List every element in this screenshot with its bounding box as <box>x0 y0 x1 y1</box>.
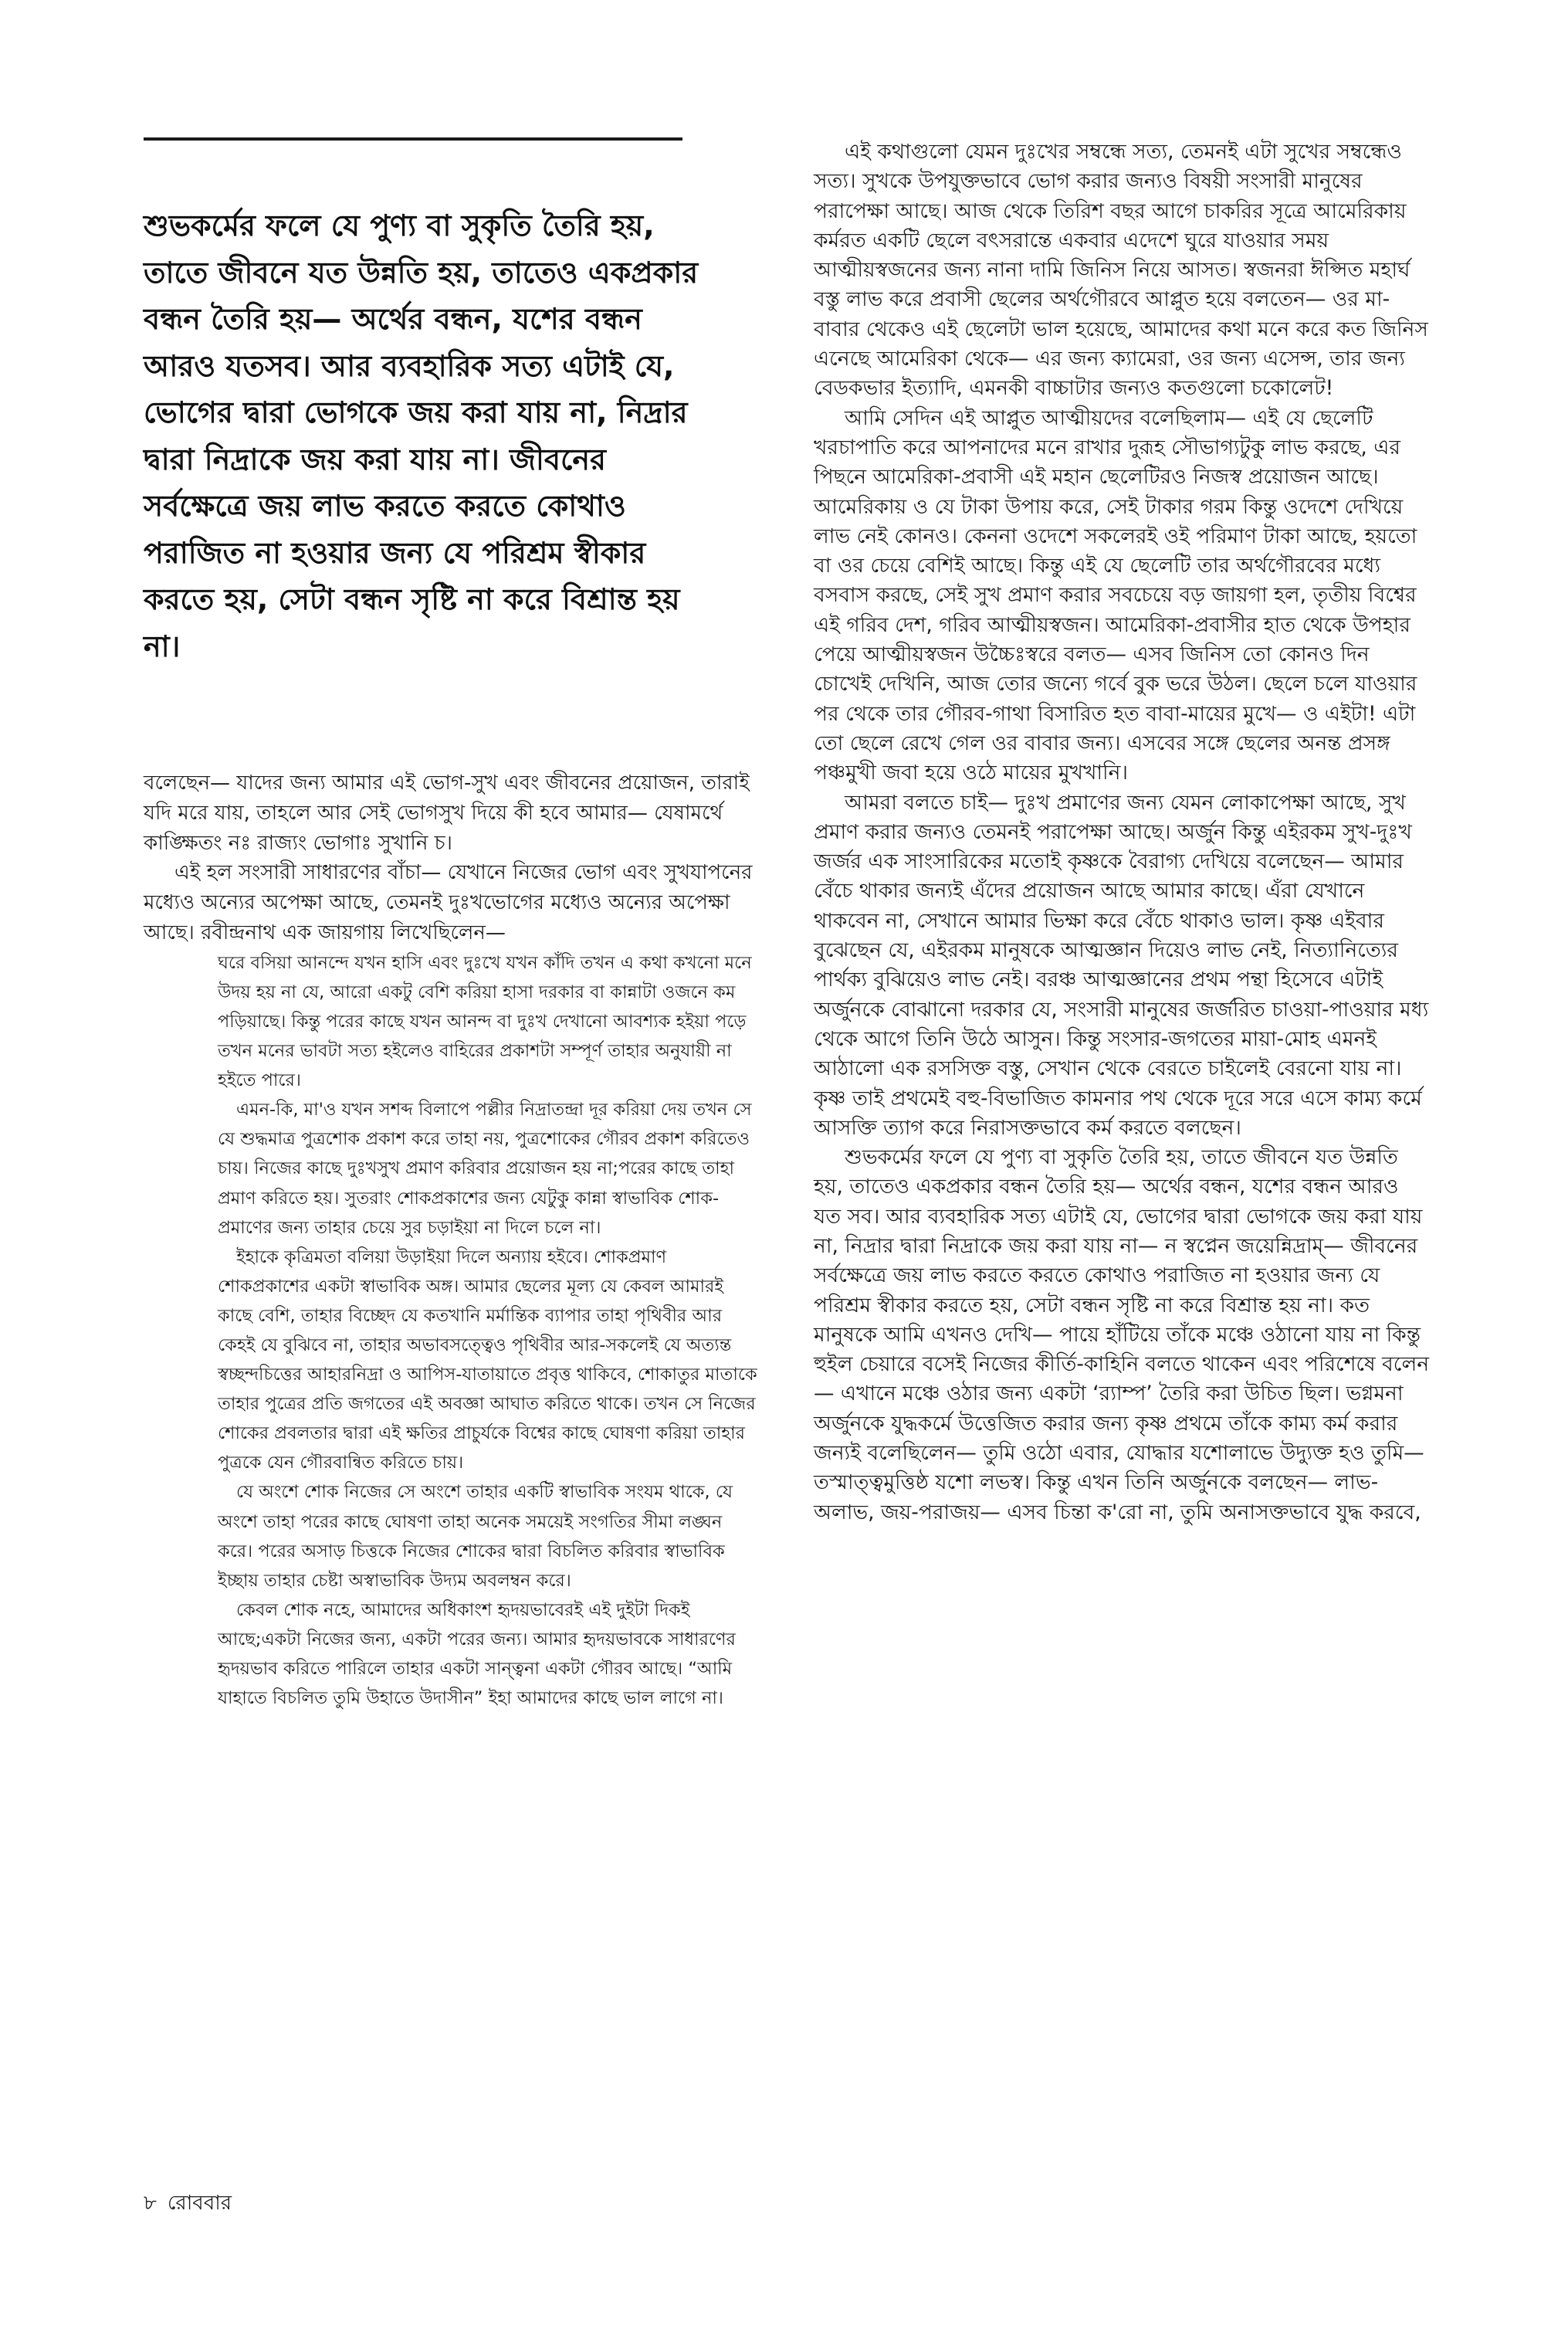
top-rule-divider <box>144 137 682 141</box>
body-paragraph: শুভকর্মের ফলে যে পুণ্য বা সুকৃতি তৈরি হয়, তাতে জীবনে যত উন্নতি হয়, তাতেও একপ্রকার বন্ধন তৈরি হয়— অর্থের বন্ধন, যশের বন্ধন আরও যত সব। আর ব্যবহারিক সত্য এটাই যে, ভোগের দ্বারা ভোগকে জয় করা যায় না, নিদ্রার দ্বারা নিদ্রাকে জয় করা যায় না— ন স্বপ্নেন জয়েন্নিদ্রাম্— জীবনের সর্বক্ষেত্রে জয় লাভ করতে করতে কোথাও পরাজিত না হওয়ার জন্য যে পরিশ্রম স্বীকার করতে হয়, সেটা বন্ধন সৃষ্টি না করে বিশ্রান্ত হয় না। কত মানুষকে আমি এখনও দেখি— পায়ে হাঁটিয়ে তাঁকে মঞ্চে ওঠানো যায় না কিন্তু হুইল চেয়ারে বসেই নিজের কীর্তি-কাহিনি বলতে থাকেন এবং পরিশেষে বলেন— এখানে মঞ্চে ওঠার জন্য একটা ‘র‍্যাম্প’ তৈরি করা উচিত ছিল। ভগ্নমনা অর্জুনকে যুদ্ধকর্মে উত্তেজিত করার জন্য কৃষ্ণ প্রথমে তাঁকে কাম্য কর্ম করার জন্যই বলেছিলেন— তুমি ওঠো এবার, যোদ্ধার যশোলাভে উদ্যুক্ত হও তুমি— তস্মাত্ত্বমুত্তিষ্ঠ যশো লভস্ব। কিন্তু এখন তিনি অর্জুনকে বলছেন— লাভ-অলাভ, জয়-পরাজয়— এসব চিন্তা ক'রো না, তুমি অনাসক্তভাবে যুদ্ধ করবে, <box>814 1145 1430 1524</box>
publication-name: রোববার <box>167 2192 232 2215</box>
body-paragraph: আমরা বলতে চাই— দুঃখ প্রমাণের জন্য যেমন লোকাপেক্ষা আছে, সুখ প্রমাণ করার জন্যও তেমনই পরাপেক্ষা আছে। অর্জুন কিন্তু এইরকম সুখ-দুঃখ জর্জর এক সাংসারিকের মতোই কৃষ্ণকে বৈরাগ্য দেখিয়ে বলেছেন— আমার বেঁচে থাকার জন্যই এঁদের প্রয়োজন আছে আমার কাছে। এঁরা যেখানে থাকবেন না, সেখানে আমার ভিক্ষা করে বেঁচে থাকাও ভাল। কৃষ্ণ এইবার বুঝেছেন যে, এইরকম মানুষকে আত্মজ্ঞান দিয়েও লাভ নেই, নিত্যানিত্যের পার্থক্য বুঝিয়েও লাভ নেই। বরঞ্চ আত্মজ্ঞানের প্রথম পন্থা হিসেবে এটাই অর্জুনকে বোঝানো দরকার যে, সংসারী মানুষের জর্জরিত চাওয়া-পাওয়ার মধ্য থেকে আগে তিনি উঠে আসুন। কিন্তু সংসার-জগতের মায়া-মোহ এমনই আঠালো এক রসসিক্ত বস্তু, সেখান থেকে বেরতে চাইলেই বেরনো যায় না। কৃষ্ণ তাই প্রথমেই বহু-বিভাজিত কামনার পথ থেকে দূরে সরে এসে কাম্য কর্মে আসক্তি ত্যাগ করে নিরাসক্তভাবে কর্ম করতে বলছেন। <box>814 790 1429 1140</box>
page-number: ৮ <box>144 2192 157 2215</box>
page-footer <box>144 2187 242 2221</box>
block-quotation <box>218 948 758 1713</box>
quote-paragraph: ইহাকে কৃত্রিমতা বলিয়া উড়াইয়া দিলে অন্যায় হইবে। শোকপ্রমাণ শোকপ্রকাশের একটা স্বাভাবিক অঙ্গ। আমার ছেলের মূল্য যে কেবল আমারই কাছে বেশি, তাহার বিচ্ছেদ যে কতখানি মর্মান্তিক ব্যাপার তাহা পৃথিবীর আর কেহই যে বুঝিবে না, তাহার অভাবসত্ত্বেও পৃথিবীর আর-সকলেই যে অত্যন্ত স্বচ্ছন্দচিত্তের আহারনিদ্রা ও আপিস-যাতায়াতে প্রবৃত্ত থাকিবে, শোকাতুর মাতাকে তাহার পুত্রের প্রতি জগতের এই অবজ্ঞা আঘাত করিতে থাকে। তখন সে নিজের শোকের প্রবলতার দ্বারা এই ক্ষতির প্রাচুর্যকে বিশ্বের কাছে ঘোষণা করিয়া তাহার পুত্রকে যেন গৌরবান্বিত করিতে চায়। <box>218 1246 757 1473</box>
pull-quote <box>144 202 715 670</box>
body-paragraph: এই হল সংসারী সাধারণের বাঁচা— যেখানে নিজের ভোগ এবং সুখযাপনের মধ্যেও অন্যের অপেক্ষা আছে, তেমনই দুঃখভোগের মধ্যেও অন্যের অপেক্ষা আছে। রবীন্দ্রনাথ এক জায়গায় লিখেছিলেন— <box>144 861 753 944</box>
left-article-column <box>144 768 761 1713</box>
quote-paragraph: এমন-কি, মা'ও যখন সশব্দ বিলাপে পল্লীর নিদ্রাতন্দ্রা দূর করিয়া দেয় তখন সে যে শুদ্ধমাত্র পুত্রশোক প্রকাশ করে তাহা নয়, পুত্রশোকের গৌরব প্রকাশ করিতেও চায়। নিজের কাছে দুঃখসুখ প্রমাণ করিবার প্রয়োজন হয় না;পরের কাছে তাহা প্রমাণ করিতে হয়। সুতরাং শোকপ্রকাশের জন্য যেটুকু কান্না স্বাভাবিক শোক-প্রমাণের জন্য তাহার চেয়ে সুর চড়াইয়া না দিলে চলে না। <box>218 1100 752 1238</box>
pull-quote-text: শুভকর্মের ফলে যে পুণ্য বা সুকৃতি তৈরি হয়, তাতে জীবনে যত উন্নতি হয়, তাতেও একপ্রকার বন্ধন তৈরি হয়— অর্থের বন্ধন, যশের বন্ধন আরও যতসব। আর ব্যবহারিক সত্য এটাই যে, ভোগের দ্বারা ভোগকে জয় করা যায় না, নিদ্রার দ্বারা নিদ্রাকে জয় করা যায় না। জীবনের সর্বক্ষেত্রে জয় লাভ করতে করতে কোথাও পরাজিত না হওয়ার জন্য যে পরিশ্রম স্বীকার করতে হয়, সেটা বন্ধন সৃষ্টি না করে বিশ্রান্ত হয় না। <box>144 209 699 663</box>
quote-paragraph: ঘরে বসিয়া আনন্দে যখন হাসি এবং দুঃখে যখন কাঁদি তখন এ কথা কখনো মনে উদয় হয় না যে, আরো একটু বেশি করিয়া হাসা দরকার বা কান্নাটা ওজনে কম পড়িয়াছে। কিন্তু পরের কাছে যখন আনন্দ বা দুঃখ দেখানো আবশ্যক হইয়া পড়ে তখন মনের ভাবটা সত্য হইলেও বাহিরের প্রকাশটা সম্পূর্ণ তাহার অনুযায়ী না হইতে পারে। <box>218 952 752 1091</box>
body-paragraph: আমি সেদিন এই আপ্লুত আত্মীয়দের বলেছিলাম— এই যে ছেলেটি খরচাপাতি করে আপনাদের মনে রাখার দুরূহ সৌভাগ্যটুকু লাভ করছে, এর পিছনে আমেরিকা-প্রবাসী এই মহান ছেলেটিরও নিজস্ব প্রয়োজন আছে। আমেরিকায় ও যে টাকা উপায় করে, সেই টাকার গরম কিন্তু ওদেশে দেখিয়ে লাভ নেই কোনও। কেননা ওদেশে সকলেরই ওই পরিমাণ টাকা আছে, হয়তো বা ওর চেয়ে বেশিই আছে। কিন্তু এই যে ছেলেটি তার অর্থগৌরবের মধ্যে বসবাস করছে, সেই সুখ প্রমাণ করার সবচেয়ে বড় জায়গা হল, তৃতীয় বিশ্বের এই গরিব দেশ, গরিব আত্মীয়স্বজন। আমেরিকা-প্রবাসীর হাত থেকে উপহার পেয়ে আত্মীয়স্বজন উচ্চৈঃস্বরে বলত— এসব জিনিস তো কোনও দিন চোখেই দেখিনি, আজ তোর জন্যে গর্বে বুক ভরে উঠল। ছেলে চলে যাওয়ার পর থেকে তার গৌরব-গাথা বিসারিত হত বাবা-মায়ের মুখে— ও এইটা! এটা তো ছেলে রেখে গেল ওর বাবার জন্য। এসবের সঙ্গে ছেলের অনন্ত প্রসঙ্গ পঞ্চমুখী জবা হয়ে ওঠে মায়ের মুখখানি। <box>814 405 1417 785</box>
body-paragraph: বলেছেন— যাদের জন্য আমার এই ভোগ-সুখ এবং জীবনের প্রয়োজন, তারাই যদি মরে যায়, তাহলে আর সেই ভোগসুখ দিয়ে কী হবে আমার— যেষামর্থে কাঙ্ক্ষিতং নঃ রাজ্যং ভোগাঃ সুখানি চ। <box>144 771 750 855</box>
right-article-column <box>814 137 1431 1527</box>
body-paragraph: এই কথাগুলো যেমন দুঃখের সম্বন্ধে সত্য, তেমনই এটা সুখের সম্বন্ধেও সত্য। সুখকে উপযুক্তভাবে ভোগ করার জন্যও বিষয়ী সংসারী মানুষের পরাপেক্ষা আছে। আজ থেকে তিরিশ বছর আগে চাকরির সূত্রে আমেরিকায় কর্মরত একটি ছেলে বৎসরান্তে একবার এদেশে ঘুরে যাওয়ার সময় আত্মীয়স্বজনের জন্য নানা দামি জিনিস নিয়ে আসত। স্বজনরা ঈপ্সিত মহার্ঘ বস্তু লাভ করে প্রবাসী ছেলের অর্থগৌরবে আপ্লুত হয়ে বলতেন— ওর মা-বাবার থেকেও এই ছেলেটা ভাল হয়েছে, আমাদের কথা মনে করে কত জিনিস এনেছে আমেরিকা থেকে— এর জন্য ক্যামেরা, ওর জন্য এসেন্স, তার জন্য বেডকভার ইত্যাদি, এমনকী বাচ্চাটার জন্যও কতগুলো চকোলেট! <box>814 140 1428 401</box>
quote-paragraph: কেবল শোক নহে, আমাদের অধিকাংশ হৃদয়ভাবেরই এই দুইটা দিকই আছে;একটা নিজের জন্য, একটা পরের জন্য। আমার হৃদয়ভাবকে সাধারণের হৃদয়ভাব করিতে পারিলে তাহার একটা সান্ত্বনা একটা গৌরব আছে। “আমি যাহাতে বিচলিত তুমি উহাতে উদাসীন” ইহা আমাদের কাছে ভাল লাগে না। <box>218 1599 736 1709</box>
quote-paragraph: যে অংশে শোক নিজের সে অংশে তাহার একটি স্বাভাবিক সংযম থাকে, যে অংশে তাহা পরের কাছে ঘোষণা তাহা অনেক সময়েই সংগতির সীমা লঙ্ঘন করে। পরের অসাড় চিত্তকে নিজের শোকের দ্বারা বিচলিত করিবার স্বাভাবিক ইচ্ছায় তাহার চেষ্টা অস্বাভাবিক উদ্যম অবলম্বন করে। <box>218 1482 733 1591</box>
